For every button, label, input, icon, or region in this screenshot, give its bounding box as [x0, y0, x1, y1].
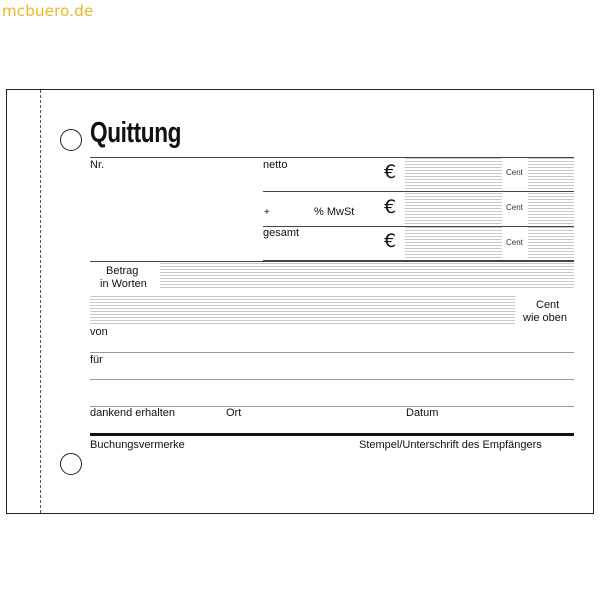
cent-wie-oben-line1: Cent — [536, 299, 560, 311]
receipt-form — [6, 89, 594, 514]
ort-label: Ort — [226, 407, 242, 419]
netto-euro-field[interactable] — [405, 158, 502, 190]
mwst-euro-field[interactable] — [405, 193, 502, 225]
betrag-top-line — [90, 261, 574, 262]
von-line[interactable] — [90, 352, 574, 353]
mwst-label: % MwSt — [314, 206, 355, 218]
punch-hole-top — [60, 129, 82, 151]
betrag-label-line2: in Worten — [100, 278, 147, 290]
netto-label: netto — [263, 159, 288, 171]
cent-wie-oben-line2: wie oben — [523, 312, 568, 324]
gesamt-cent-field[interactable] — [528, 227, 574, 259]
watermark-text: mcbuero.de — [2, 2, 94, 20]
betrag-words-field-2[interactable] — [90, 296, 515, 324]
gesamt-euro-field[interactable] — [405, 227, 502, 259]
fuer-label: für — [90, 354, 103, 366]
nr-label: Nr. — [90, 159, 105, 171]
fuer-line[interactable] — [90, 379, 574, 380]
buchung-label: Buchungsvermerke — [90, 439, 185, 451]
betrag-words-field[interactable] — [160, 263, 574, 289]
perforation-line — [40, 90, 41, 513]
cent-label-mwst: Cent — [506, 203, 523, 212]
signature-divider — [90, 433, 574, 436]
euro-symbol-netto: € — [384, 161, 397, 183]
netto-cent-field[interactable] — [528, 158, 574, 190]
gesamt-label: gesamt — [263, 227, 300, 239]
form-title: Quittung — [90, 117, 182, 149]
mwst-cent-field[interactable] — [528, 193, 574, 225]
netto-bottom-line — [263, 191, 574, 192]
datum-label: Datum — [406, 407, 439, 419]
euro-symbol-mwst: € — [384, 196, 397, 218]
dankend-label: dankend erhalten — [90, 407, 176, 419]
cent-label-netto: Cent — [506, 168, 523, 177]
stempel-label: Stempel/Unterschrift des Empfängers — [359, 439, 542, 451]
euro-symbol-gesamt: € — [384, 230, 397, 252]
plus-label: + — [264, 207, 270, 218]
von-label: von — [90, 326, 108, 338]
betrag-label-line1: Betrag — [106, 265, 139, 277]
punch-hole-bottom — [60, 453, 82, 475]
cent-label-gesamt: Cent — [506, 238, 523, 247]
